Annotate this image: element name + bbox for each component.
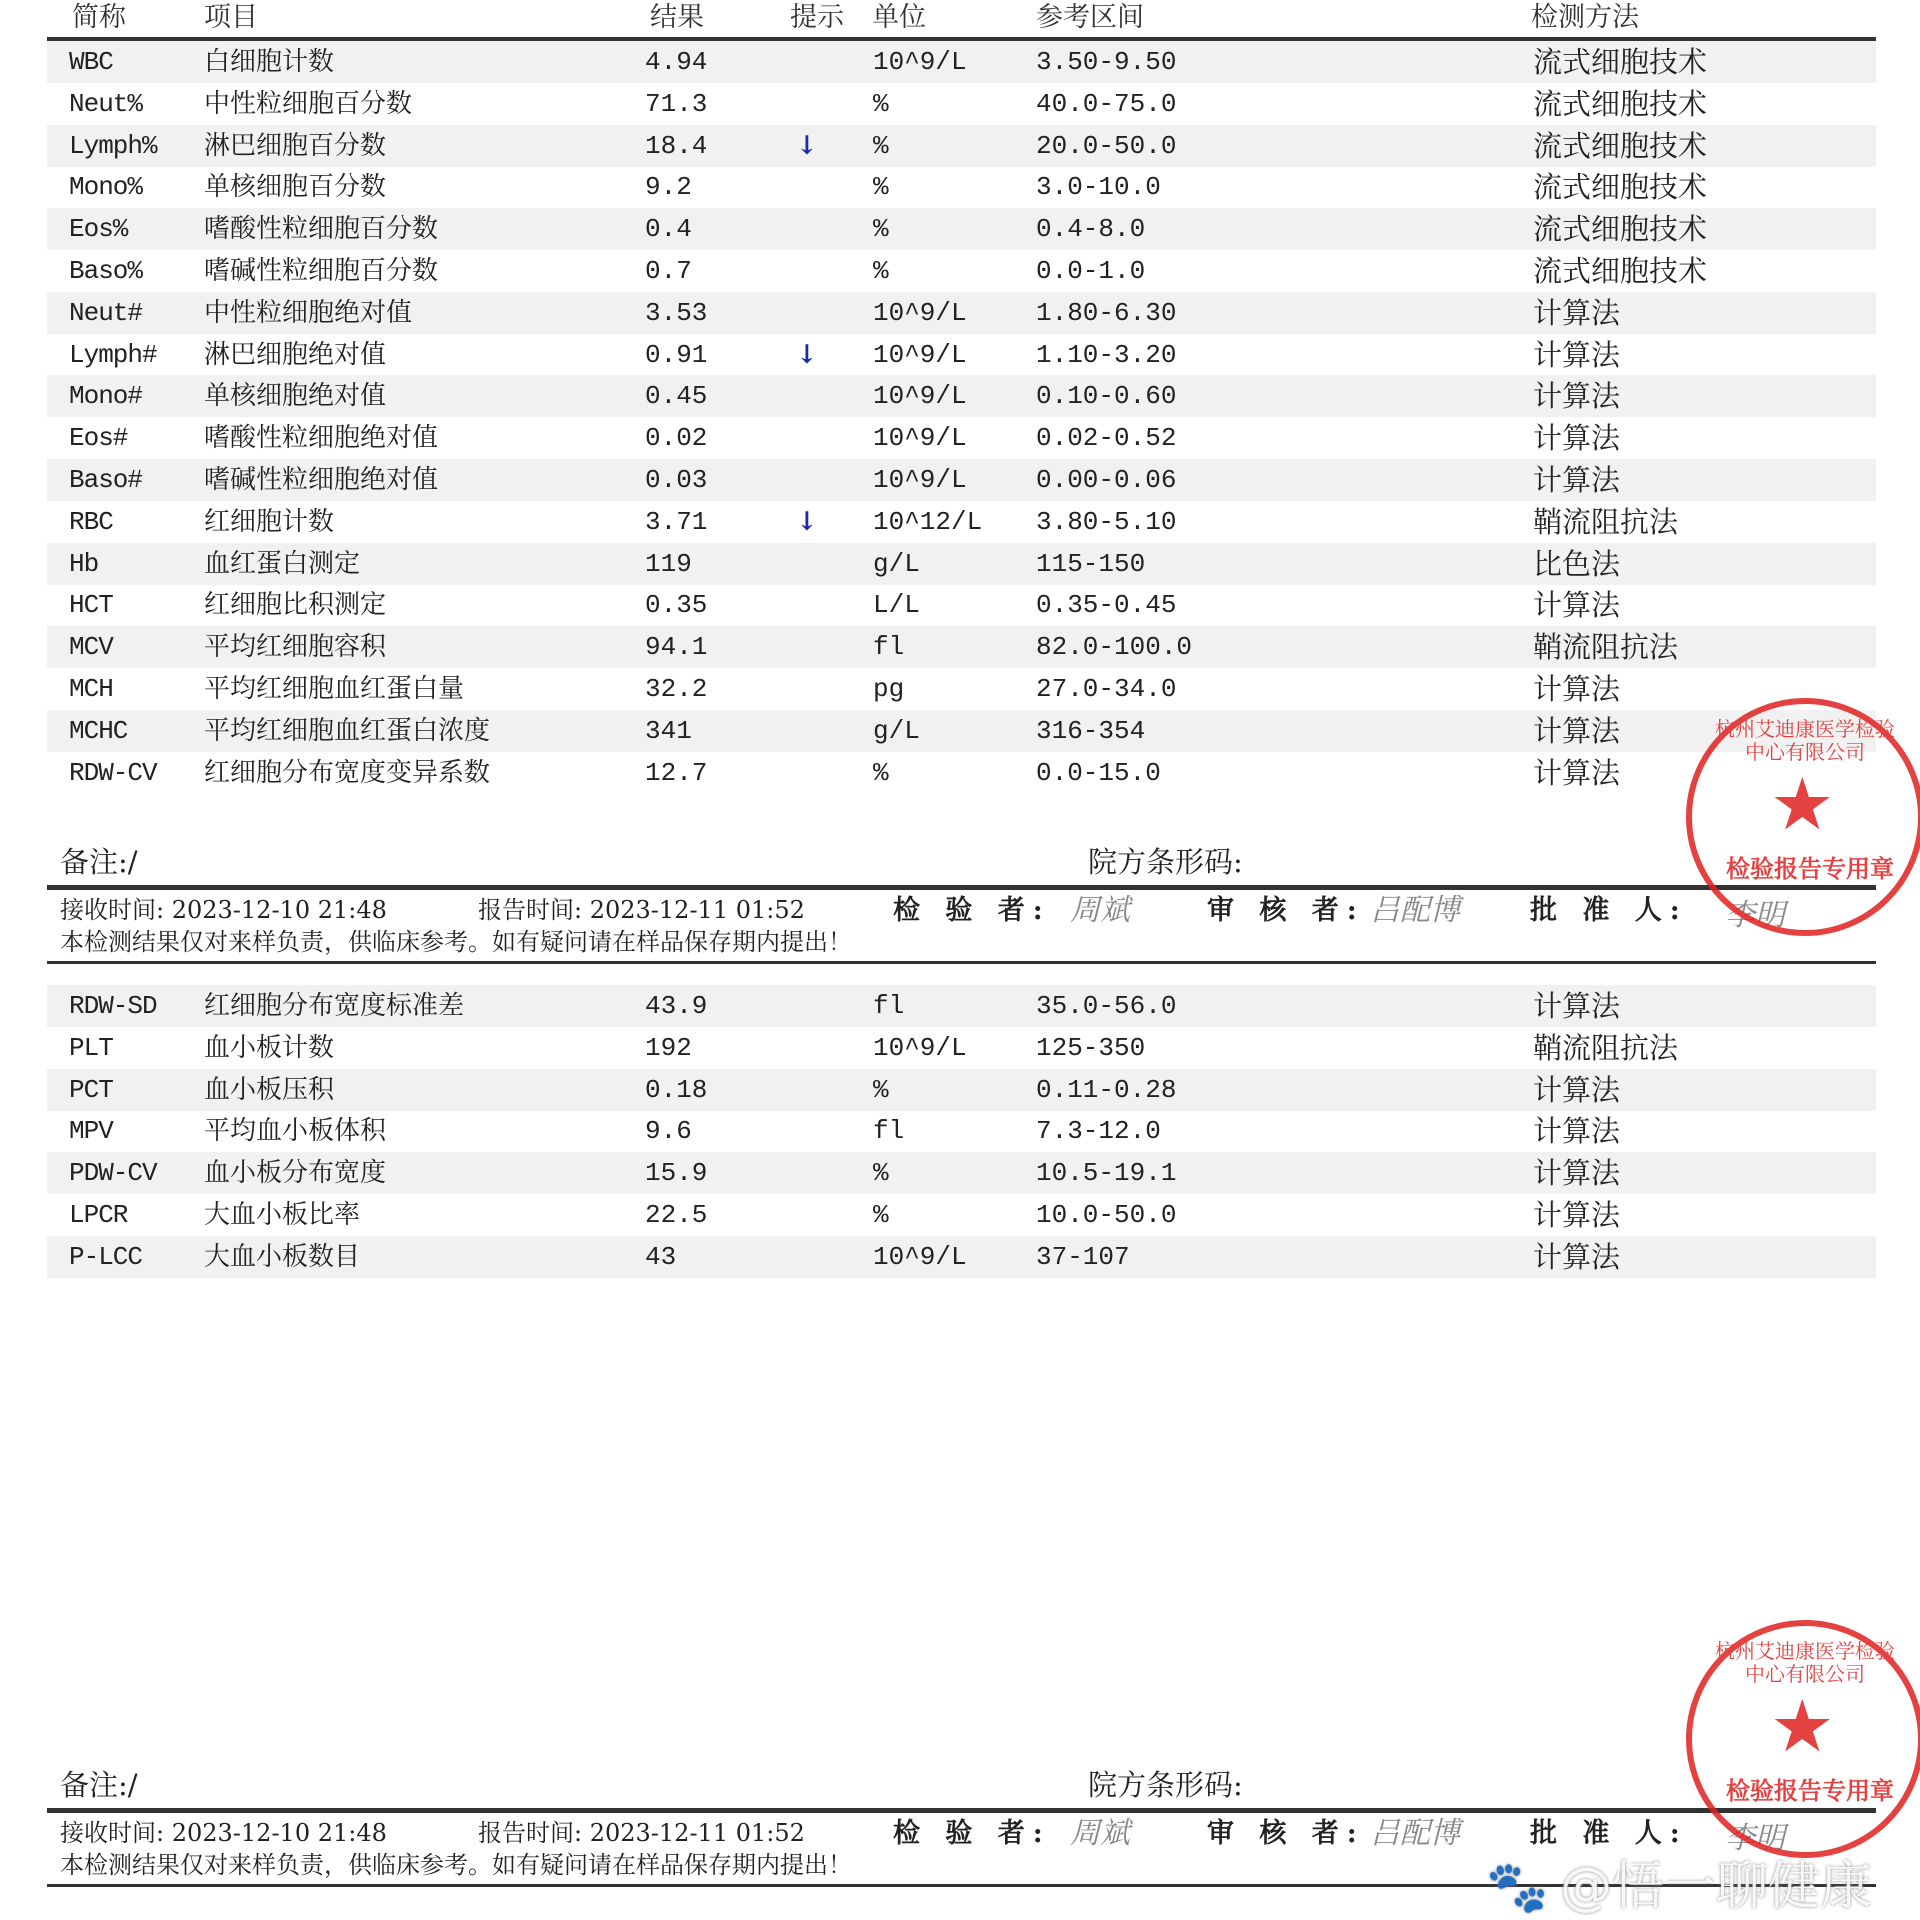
cell-result: 341 bbox=[645, 715, 692, 746]
cell-unit: % bbox=[873, 256, 889, 286]
cell-method: 计算法 bbox=[1533, 588, 1621, 623]
cell-unit: 10^9/L bbox=[873, 47, 967, 77]
approver-signature: 李明 bbox=[1725, 898, 1785, 933]
cell-abbr: WBC bbox=[69, 47, 113, 77]
cell-method: 鞘流阻抗法 bbox=[1533, 504, 1679, 539]
cell-abbr: RBC bbox=[69, 506, 113, 537]
cell-range: 0.10-0.60 bbox=[1036, 381, 1177, 412]
stamp-ring-text: 杭州艾迪康医学检验中心有限公司 bbox=[1715, 1639, 1895, 1686]
cell-unit: % bbox=[873, 88, 889, 119]
header-unit: 单位 bbox=[872, 2, 926, 33]
star-icon: ★ bbox=[1770, 762, 1835, 846]
tester-signature: 周斌 bbox=[1070, 893, 1130, 928]
cell-unit: L/L bbox=[873, 590, 920, 621]
cell-abbr: P-LCC bbox=[69, 1241, 143, 1272]
stamp-text: 检验报告专用章 bbox=[1726, 1776, 1894, 1805]
cell-item: 嗜碱性粒细胞绝对值 bbox=[204, 465, 439, 495]
cell-method: 鞘流阻抗法 bbox=[1533, 630, 1679, 665]
tester-label: 检 验 者: bbox=[893, 895, 1051, 926]
table-row bbox=[47, 985, 1876, 1027]
cell-range: 0.02-0.52 bbox=[1036, 423, 1177, 454]
cell-result: 9.2 bbox=[645, 172, 692, 203]
cell-range: 1.80-6.30 bbox=[1036, 297, 1177, 328]
cell-method: 流式细胞技术 bbox=[1533, 254, 1708, 288]
cell-range: 316-354 bbox=[1036, 715, 1146, 746]
cell-unit: g/L bbox=[873, 715, 920, 746]
reviewer-signature: 吕配博 bbox=[1370, 1816, 1460, 1851]
cell-unit: 10^9/L bbox=[873, 423, 967, 454]
cell-abbr: Mono% bbox=[69, 172, 143, 203]
cell-abbr: MPV bbox=[69, 1116, 113, 1147]
cell-item: 平均红细胞血红蛋白量 bbox=[204, 674, 465, 704]
cell-abbr: Mono# bbox=[69, 381, 143, 412]
reviewer-label: 审 核 者: bbox=[1207, 895, 1365, 926]
cell-method: 计算法 bbox=[1533, 1239, 1621, 1274]
cell-abbr: PDW-CV bbox=[69, 1158, 157, 1189]
header-hint: 提示 bbox=[790, 2, 844, 33]
cell-item: 中性粒细胞绝对值 bbox=[204, 297, 413, 328]
approver-signature: 李明 bbox=[1725, 1821, 1785, 1856]
cell-result: 0.03 bbox=[645, 465, 708, 495]
header-abbr: 简称 bbox=[72, 2, 126, 33]
cell-unit: fl bbox=[873, 991, 905, 1021]
disclaimer: 本检测结果仅对来样负责，供临床参考。如有疑问请在样品保存期内提出！ bbox=[60, 928, 852, 956]
low-arrow-icon: ↓ bbox=[796, 339, 818, 370]
cell-result: 94.1 bbox=[645, 632, 708, 663]
reviewer-signature: 吕配博 bbox=[1370, 893, 1460, 928]
cell-abbr: RDW-SD bbox=[69, 991, 157, 1021]
cell-method: 流式细胞技术 bbox=[1533, 170, 1708, 205]
table-row bbox=[47, 1194, 1876, 1236]
cell-unit: % bbox=[873, 757, 889, 788]
cell-item: 血小板压积 bbox=[204, 1074, 335, 1105]
official-stamp bbox=[1686, 698, 1920, 936]
cell-range: 7.3-12.0 bbox=[1036, 1116, 1161, 1147]
cell-result: 15.9 bbox=[645, 1158, 708, 1189]
cell-result: 71.3 bbox=[645, 88, 708, 119]
cell-item: 白细胞计数 bbox=[204, 47, 335, 77]
receive-time: 接收时间: 2023-12-10 21:48 bbox=[60, 1819, 387, 1847]
cell-unit: % bbox=[873, 1074, 889, 1105]
table-row bbox=[47, 668, 1876, 710]
cell-unit: 10^9/L bbox=[873, 297, 967, 328]
table-row bbox=[47, 1069, 1876, 1111]
cell-item: 单核细胞绝对值 bbox=[204, 381, 387, 412]
cell-range: 10.5-19.1 bbox=[1036, 1158, 1177, 1189]
cell-unit: % bbox=[873, 214, 889, 245]
cell-range: 0.4-8.0 bbox=[1036, 214, 1146, 245]
cell-range: 20.0-50.0 bbox=[1036, 130, 1177, 161]
cell-item: 嗜酸性粒细胞绝对值 bbox=[204, 423, 439, 454]
cell-result: 9.6 bbox=[645, 1116, 692, 1147]
cell-result: 119 bbox=[645, 548, 692, 579]
approver-label: 批 准 人: bbox=[1530, 895, 1688, 926]
cell-method: 计算法 bbox=[1533, 463, 1621, 497]
cell-abbr: Baso% bbox=[69, 256, 143, 286]
table-row bbox=[47, 752, 1876, 794]
cell-result: 12.7 bbox=[645, 757, 708, 788]
cell-method: 计算法 bbox=[1533, 755, 1621, 790]
report-time: 报告时间: 2023-12-11 01:52 bbox=[478, 896, 805, 924]
table-row bbox=[47, 584, 1876, 626]
table-row bbox=[47, 501, 1876, 543]
barcode-label: 院方条形码: bbox=[1088, 845, 1243, 879]
cell-unit: fl bbox=[873, 632, 905, 663]
cell-item: 血小板分布宽度 bbox=[204, 1158, 387, 1189]
cell-item: 红细胞分布宽度变异系数 bbox=[204, 757, 491, 788]
cell-range: 115-150 bbox=[1036, 548, 1146, 579]
cell-item: 平均血小板体积 bbox=[204, 1116, 387, 1147]
cell-unit: 10^9/L bbox=[873, 339, 967, 370]
cell-result: 0.45 bbox=[645, 381, 708, 412]
cell-item: 中性粒细胞百分数 bbox=[204, 88, 413, 119]
cell-abbr: Eos# bbox=[69, 423, 128, 454]
cell-range: 3.0-10.0 bbox=[1036, 172, 1161, 203]
cell-method: 比色法 bbox=[1533, 546, 1621, 581]
cell-method: 流式细胞技术 bbox=[1533, 45, 1708, 79]
cell-method: 鞘流阻抗法 bbox=[1533, 1030, 1679, 1065]
header-range: 参考区间 bbox=[1036, 2, 1144, 33]
paw-icon: 🐾 bbox=[1486, 1858, 1549, 1916]
stamp-ring-text: 杭州艾迪康医学检验中心有限公司 bbox=[1715, 717, 1895, 764]
cell-result: 43 bbox=[645, 1241, 677, 1272]
tester-signature: 周斌 bbox=[1070, 1816, 1130, 1851]
cell-unit: % bbox=[873, 1200, 889, 1230]
table-row bbox=[47, 250, 1876, 292]
cell-result: 4.94 bbox=[645, 47, 708, 77]
stamp-text: 检验报告专用章 bbox=[1726, 854, 1894, 883]
table-row bbox=[47, 543, 1876, 585]
cell-item: 红细胞比积测定 bbox=[204, 590, 387, 621]
cell-range: 0.0-1.0 bbox=[1036, 256, 1146, 286]
cell-abbr: PCT bbox=[69, 1074, 113, 1105]
cell-range: 27.0-34.0 bbox=[1036, 674, 1177, 704]
remark-label: 备注:/ bbox=[60, 845, 138, 879]
cell-unit: 10^9/L bbox=[873, 1241, 967, 1272]
cell-range: 0.00-0.06 bbox=[1036, 465, 1177, 495]
cell-result: 3.53 bbox=[645, 297, 708, 328]
cell-method: 计算法 bbox=[1533, 989, 1621, 1023]
cell-range: 1.10-3.20 bbox=[1036, 339, 1177, 370]
cell-item: 红细胞计数 bbox=[204, 506, 335, 537]
cell-result: 32.2 bbox=[645, 674, 708, 704]
cell-abbr: HCT bbox=[69, 590, 113, 621]
table-row bbox=[47, 166, 1876, 208]
cell-abbr: Hb bbox=[69, 548, 99, 579]
cell-abbr: MCV bbox=[69, 632, 113, 663]
cell-unit: % bbox=[873, 172, 889, 203]
cell-abbr: Lymph% bbox=[69, 130, 157, 161]
watermark: @悟一聊健康 bbox=[1560, 1857, 1873, 1917]
barcode-label: 院方条形码: bbox=[1088, 1768, 1243, 1802]
cell-item: 血小板计数 bbox=[204, 1032, 335, 1063]
divider bbox=[47, 961, 1876, 964]
divider bbox=[47, 1808, 1876, 1813]
cell-abbr: LPCR bbox=[69, 1200, 128, 1230]
cell-item: 红细胞分布宽度标准差 bbox=[204, 991, 465, 1021]
official-stamp bbox=[1686, 1620, 1920, 1858]
cell-result: 22.5 bbox=[645, 1200, 708, 1230]
header-method: 检测方法 bbox=[1531, 2, 1639, 33]
table-row bbox=[47, 1236, 1876, 1278]
cell-method: 计算法 bbox=[1533, 1198, 1621, 1232]
reviewer-label: 审 核 者: bbox=[1207, 1818, 1365, 1849]
cell-range: 35.0-56.0 bbox=[1036, 991, 1177, 1021]
cell-method: 计算法 bbox=[1533, 713, 1621, 748]
cell-method: 流式细胞技术 bbox=[1533, 212, 1708, 247]
table-row bbox=[47, 1152, 1876, 1194]
table-row bbox=[47, 334, 1876, 376]
cell-item: 平均红细胞容积 bbox=[204, 632, 387, 663]
table-row bbox=[47, 1110, 1876, 1152]
cell-range: 3.50-9.50 bbox=[1036, 47, 1177, 77]
cell-unit: 10^12/L bbox=[873, 506, 983, 537]
cell-abbr: Neut% bbox=[69, 88, 143, 119]
cell-item: 大血小板数目 bbox=[204, 1241, 361, 1272]
cell-result: 0.7 bbox=[645, 256, 692, 286]
table-row bbox=[47, 208, 1876, 250]
cell-unit: 10^9/L bbox=[873, 1032, 967, 1063]
table-row bbox=[47, 1027, 1876, 1069]
table-row bbox=[47, 710, 1876, 752]
cell-abbr: PLT bbox=[69, 1032, 113, 1063]
table-row bbox=[47, 626, 1876, 668]
cell-method: 计算法 bbox=[1533, 672, 1621, 706]
cell-abbr: Lymph# bbox=[69, 339, 157, 370]
table-row bbox=[47, 417, 1876, 459]
cell-item: 单核细胞百分数 bbox=[204, 172, 387, 203]
cell-unit: % bbox=[873, 130, 889, 161]
star-icon: ★ bbox=[1770, 1684, 1835, 1768]
cell-method: 计算法 bbox=[1533, 379, 1621, 414]
header-result: 结果 bbox=[650, 2, 704, 33]
cell-item: 大血小板比率 bbox=[204, 1200, 361, 1230]
cell-range: 3.80-5.10 bbox=[1036, 506, 1177, 537]
cell-result: 0.18 bbox=[645, 1074, 708, 1105]
cell-abbr: MCHC bbox=[69, 715, 128, 746]
cell-range: 10.0-50.0 bbox=[1036, 1200, 1177, 1230]
header-item: 项目 bbox=[204, 2, 258, 33]
cell-item: 淋巴细胞百分数 bbox=[204, 130, 387, 161]
cell-method: 计算法 bbox=[1533, 1156, 1621, 1191]
low-arrow-icon: ↓ bbox=[796, 506, 818, 537]
receive-time: 接收时间: 2023-12-10 21:48 bbox=[60, 896, 387, 924]
tester-label: 检 验 者: bbox=[893, 1818, 1051, 1849]
cell-result: 0.02 bbox=[645, 423, 708, 454]
cell-item: 嗜碱性粒细胞百分数 bbox=[204, 256, 439, 286]
remark-label: 备注:/ bbox=[60, 1768, 138, 1802]
cell-result: 0.91 bbox=[645, 339, 708, 370]
table-row bbox=[47, 292, 1876, 334]
cell-item: 血红蛋白测定 bbox=[204, 548, 361, 579]
divider bbox=[47, 885, 1876, 890]
cell-method: 流式细胞技术 bbox=[1533, 128, 1708, 163]
cell-abbr: RDW-CV bbox=[69, 757, 157, 788]
cell-unit: g/L bbox=[873, 548, 920, 579]
cell-range: 40.0-75.0 bbox=[1036, 88, 1177, 119]
cell-item: 淋巴细胞绝对值 bbox=[204, 339, 387, 370]
cell-range: 37-107 bbox=[1036, 1241, 1130, 1272]
cell-result: 0.35 bbox=[645, 590, 708, 621]
cell-unit: % bbox=[873, 1158, 889, 1189]
cell-result: 43.9 bbox=[645, 991, 708, 1021]
cell-range: 82.0-100.0 bbox=[1036, 632, 1193, 663]
cell-method: 计算法 bbox=[1533, 295, 1621, 330]
cell-result: 192 bbox=[645, 1032, 692, 1063]
cell-method: 计算法 bbox=[1533, 337, 1621, 372]
cell-unit: fl bbox=[873, 1116, 905, 1147]
disclaimer: 本检测结果仅对来样负责，供临床参考。如有疑问请在样品保存期内提出！ bbox=[60, 1851, 852, 1879]
approver-label: 批 准 人: bbox=[1530, 1818, 1688, 1849]
table-row bbox=[47, 125, 1876, 167]
cell-range: 0.35-0.45 bbox=[1036, 590, 1177, 621]
cell-item: 嗜酸性粒细胞百分数 bbox=[204, 214, 439, 245]
cell-result: 3.71 bbox=[645, 506, 708, 537]
cell-method: 计算法 bbox=[1533, 1114, 1621, 1149]
report-time: 报告时间: 2023-12-11 01:52 bbox=[478, 1819, 805, 1847]
table-row bbox=[47, 375, 1876, 417]
cell-abbr: Neut# bbox=[69, 297, 143, 328]
cell-range: 0.0-15.0 bbox=[1036, 757, 1161, 788]
cell-item: 平均红细胞血红蛋白浓度 bbox=[204, 715, 491, 746]
cell-abbr: Eos% bbox=[69, 214, 128, 245]
cell-unit: 10^9/L bbox=[873, 381, 967, 412]
cell-result: 18.4 bbox=[645, 130, 708, 161]
cell-range: 0.11-0.28 bbox=[1036, 1074, 1177, 1105]
cell-unit: 10^9/L bbox=[873, 465, 967, 495]
cell-range: 125-350 bbox=[1036, 1032, 1146, 1063]
low-arrow-icon: ↓ bbox=[796, 130, 818, 161]
cell-unit: pg bbox=[873, 674, 905, 704]
table-row bbox=[47, 41, 1876, 83]
cell-abbr: Baso# bbox=[69, 465, 143, 495]
cell-result: 0.4 bbox=[645, 214, 692, 245]
table-row bbox=[47, 83, 1876, 125]
cell-method: 计算法 bbox=[1533, 1072, 1621, 1107]
table-row bbox=[47, 459, 1876, 501]
cell-abbr: MCH bbox=[69, 674, 113, 704]
cell-method: 计算法 bbox=[1533, 421, 1621, 456]
cell-method: 流式细胞技术 bbox=[1533, 86, 1708, 121]
